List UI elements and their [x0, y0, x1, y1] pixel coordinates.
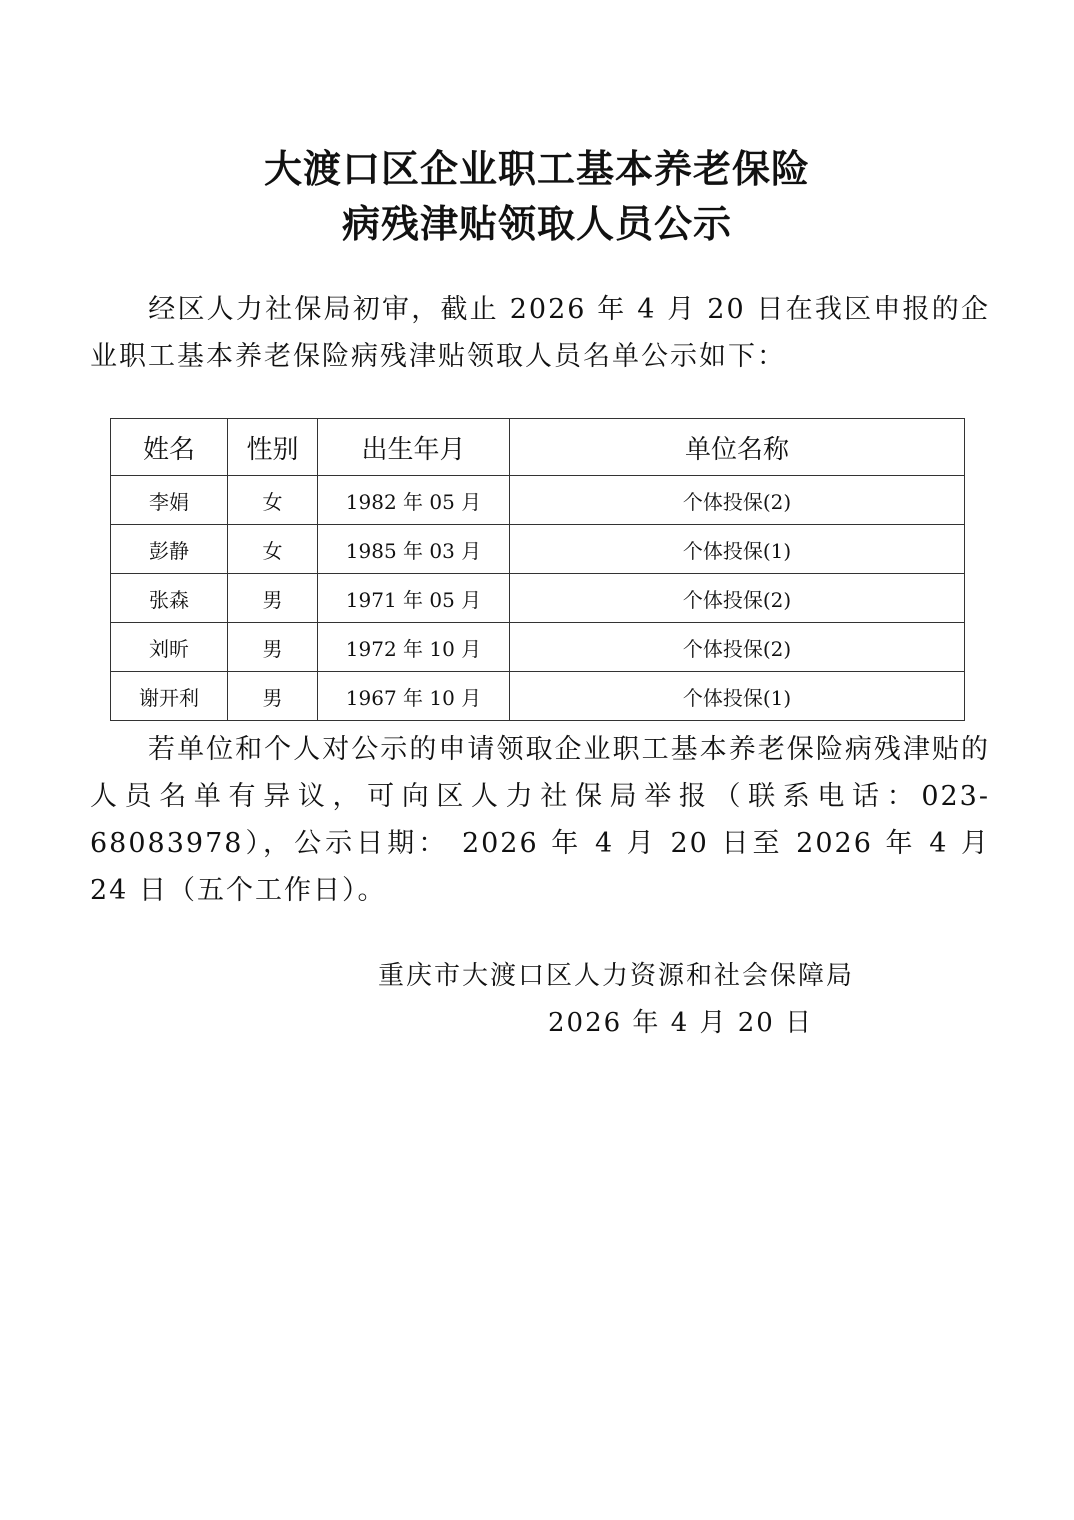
cell-birth: 1967 年 10 月 — [318, 672, 510, 721]
cell-birth: 1972 年 10 月 — [318, 623, 510, 672]
cell-birth: 1982 年 05 月 — [318, 476, 510, 525]
cell-name: 谢开利 — [111, 672, 228, 721]
cell-gender: 男 — [228, 672, 318, 721]
cell-gender: 男 — [228, 574, 318, 623]
cell-name: 刘昕 — [111, 623, 228, 672]
cell-birth: 1971 年 05 月 — [318, 574, 510, 623]
table-row — [111, 525, 965, 574]
header-name: 姓名 — [111, 419, 228, 476]
header-gender: 性别 — [228, 419, 318, 476]
header-birth: 出生年月 — [318, 419, 510, 476]
cell-unit: 个体投保(2) — [510, 574, 965, 623]
document-title-line1: 大渡口区企业职工基本养老保险 — [263, 147, 810, 191]
cell-unit: 个体投保(1) — [510, 672, 965, 721]
signature-date: 2026 年 4 月 20 日 — [548, 1008, 814, 1038]
table-row — [111, 623, 965, 672]
cell-name: 李娟 — [111, 476, 228, 525]
document-title-line2: 病残津贴领取人员公示 — [341, 202, 732, 246]
intro-text: 经区人力社保局初审，截止 2026 年 4 月 20 日在我区申报的企业职工基本养老保险病残津贴领取人员名单公示如下： — [90, 294, 990, 372]
cell-birth: 1985 年 03 月 — [318, 525, 510, 574]
cell-gender: 女 — [228, 476, 318, 525]
cell-name: 彭静 — [111, 525, 228, 574]
table-row — [111, 476, 965, 525]
header-unit: 单位名称 — [510, 419, 965, 476]
table-row — [111, 574, 965, 623]
table-header-row — [111, 419, 965, 476]
cell-gender: 女 — [228, 525, 318, 574]
table-row — [111, 672, 965, 721]
cell-name: 张森 — [111, 574, 228, 623]
cell-unit: 个体投保(2) — [510, 476, 965, 525]
signature-organization: 重庆市大渡口区人力资源和社会保障局 — [378, 961, 855, 991]
objection-text: 若单位和个人对公示的申请领取企业职工基本养老保险病残津贴的人员名单有异议，可向区人力社保局举报（联系电话：023-68083978），公示日期： 2026 年 4 月 20 日至 2026 年 4 月 24 日（五个工作日）。 — [90, 734, 990, 906]
intro-paragraph — [90, 286, 990, 380]
cell-unit: 个体投保(1) — [510, 525, 965, 574]
objection-paragraph — [90, 726, 990, 914]
cell-unit: 个体投保(2) — [510, 623, 965, 672]
cell-gender: 男 — [228, 623, 318, 672]
recipient-table — [110, 418, 965, 721]
